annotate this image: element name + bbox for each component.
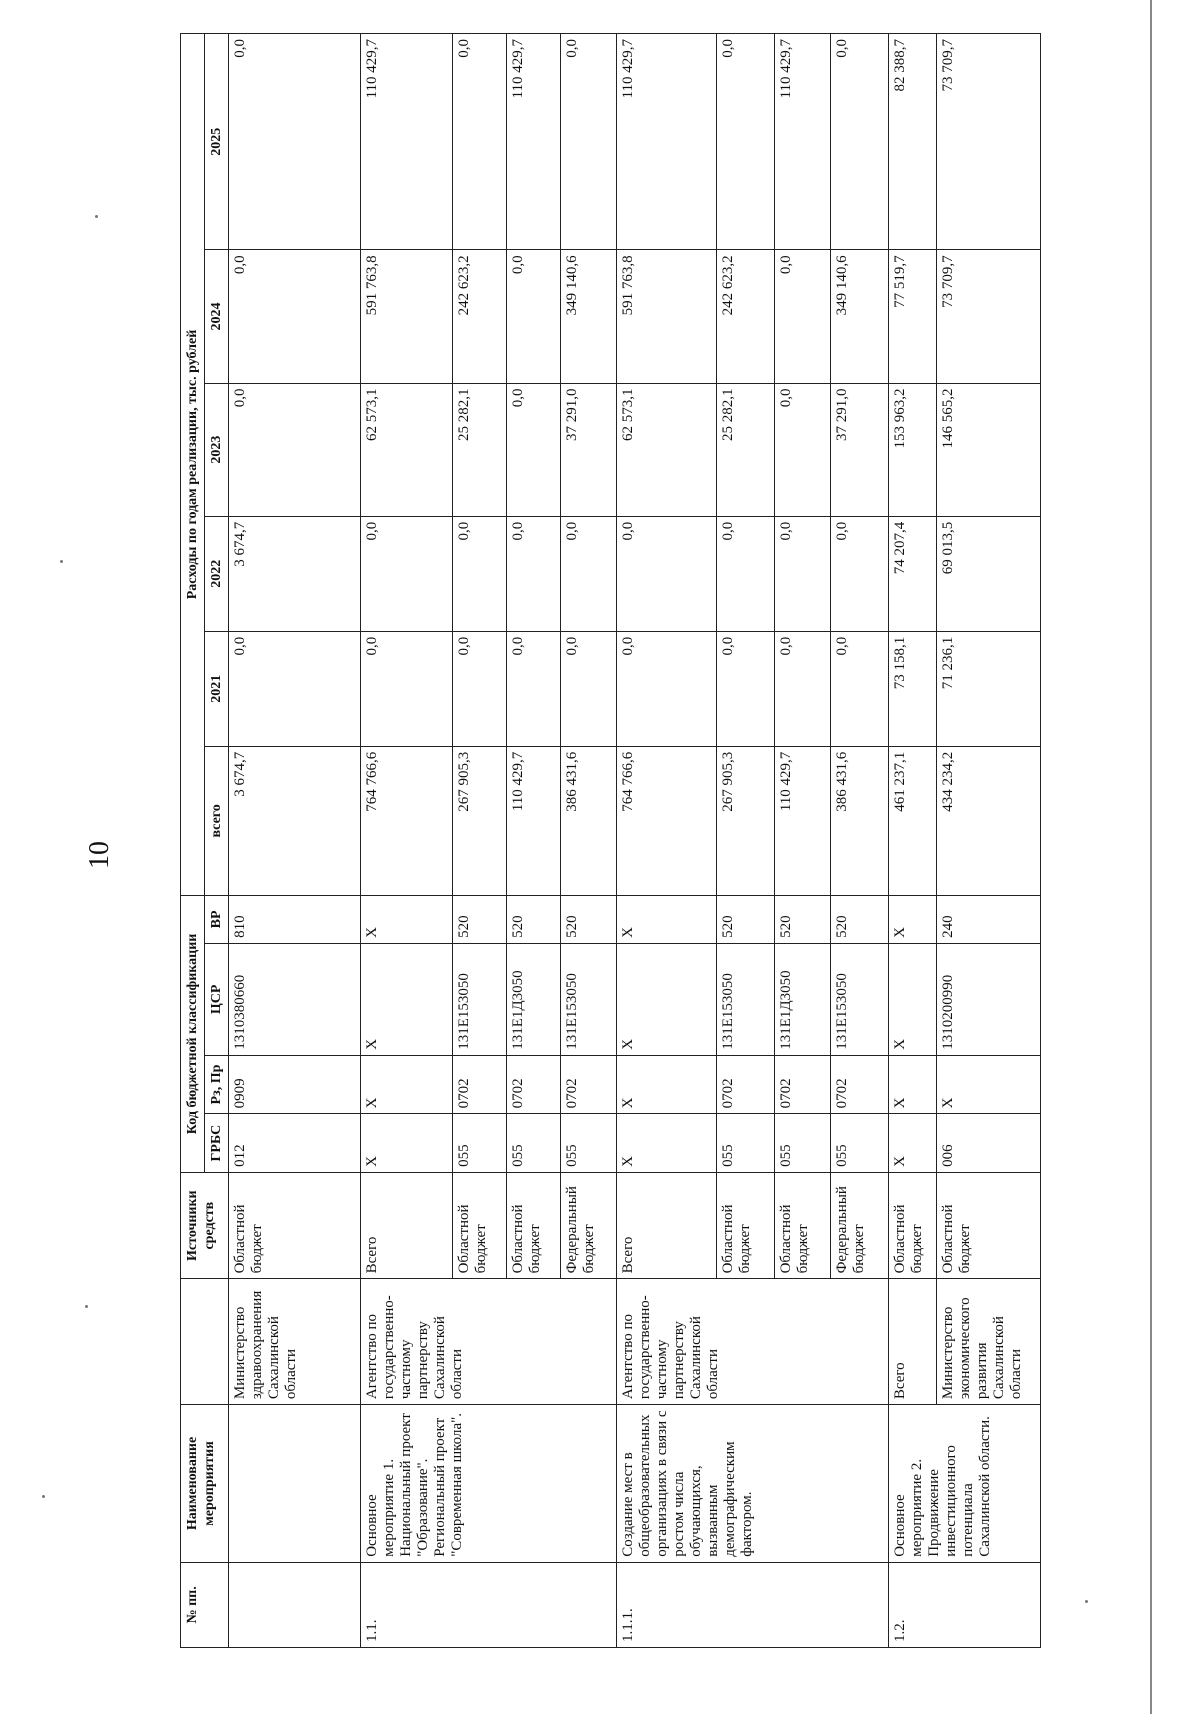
y2025-cell: 82 388,7 — [889, 34, 937, 250]
y2024-cell: 591 763,8 — [617, 250, 717, 383]
source-cell: Федеральный бюджет — [561, 1172, 617, 1279]
total-cell: 267 905,3 — [717, 746, 775, 895]
y2024-cell: 0,0 — [229, 250, 361, 383]
y2023-cell: 0,0 — [229, 383, 361, 516]
csr-cell: 131E1Д3050 — [775, 943, 831, 1055]
scan-speck — [60, 560, 63, 563]
y2021-cell: 0,0 — [561, 631, 617, 746]
rotated-table-wrapper — [180, 33, 1040, 1648]
y2024-cell: 242 623,2 — [453, 250, 507, 383]
csr-cell: 131E153050 — [453, 943, 507, 1055]
rzpr-cell: 0702 — [831, 1055, 889, 1114]
rzpr-cell: 0702 — [775, 1055, 831, 1114]
vr-cell: 520 — [775, 895, 831, 943]
source-cell: Областной бюджет — [229, 1172, 361, 1279]
total-cell: 3 674,7 — [229, 746, 361, 895]
header-code-group: Код бюджетной классификации — [181, 895, 205, 1172]
scan-speck — [95, 215, 98, 218]
total-cell: 386 431,6 — [831, 746, 889, 895]
total-cell: 110 429,7 — [775, 746, 831, 895]
y2022-cell: 0,0 — [507, 516, 561, 631]
y2023-cell: 146 565,2 — [937, 383, 1041, 516]
y2022-cell: 0,0 — [453, 516, 507, 631]
source-cell: Областной бюджет — [507, 1172, 561, 1279]
y2024-cell: 77 519,7 — [889, 250, 937, 383]
rzpr-cell: 0702 — [453, 1055, 507, 1114]
budget-table — [180, 33, 1041, 1648]
vr-cell: X — [889, 895, 937, 943]
y2024-cell: 0,0 — [775, 250, 831, 383]
total-cell: 764 766,6 — [617, 746, 717, 895]
y2024-cell: 349 140,6 — [561, 250, 617, 383]
source-cell: Областной бюджет — [775, 1172, 831, 1279]
header-row-1 — [181, 34, 205, 1648]
y2021-cell: 0,0 — [617, 631, 717, 746]
y2024-cell: 0,0 — [507, 250, 561, 383]
source-cell: Всего — [361, 1172, 453, 1279]
header-2023: 2023 — [205, 383, 229, 516]
y2025-cell: 110 429,7 — [507, 34, 561, 250]
y2022-cell: 0,0 — [361, 516, 453, 631]
y2023-cell: 62 573,1 — [617, 383, 717, 516]
table-row — [229, 34, 361, 1648]
source-cell: Областной бюджет — [717, 1172, 775, 1279]
y2022-cell: 69 013,5 — [937, 516, 1041, 631]
scan-speck — [85, 1305, 88, 1308]
header-csr: ЦСР — [205, 943, 229, 1055]
y2021-cell: 71 236,1 — [937, 631, 1041, 746]
y2021-cell: 0,0 — [229, 631, 361, 746]
total-cell: 461 237,1 — [889, 746, 937, 895]
csr-cell: X — [889, 943, 937, 1055]
executor-cell: Всего — [889, 1279, 937, 1405]
y2022-cell: 0,0 — [717, 516, 775, 631]
grbs-cell: 055 — [717, 1114, 775, 1173]
grbs-cell: X — [617, 1114, 717, 1173]
source-cell: Областной бюджет — [889, 1172, 937, 1279]
y2022-cell: 0,0 — [831, 516, 889, 631]
y2023-cell: 0,0 — [775, 383, 831, 516]
table-row — [889, 34, 937, 1648]
csr-cell: X — [617, 943, 717, 1055]
y2023-cell: 25 282,1 — [717, 383, 775, 516]
y2021-cell: 0,0 — [507, 631, 561, 746]
header-source: Источники средств — [181, 1172, 229, 1279]
y2023-cell: 25 282,1 — [453, 383, 507, 516]
vr-cell: 520 — [561, 895, 617, 943]
scan-speck — [1085, 1600, 1088, 1603]
table-row — [617, 34, 717, 1648]
y2021-cell: 0,0 — [453, 631, 507, 746]
row-number-cell: 1.1.1. — [617, 1562, 889, 1647]
rzpr-cell: 0702 — [717, 1055, 775, 1114]
source-cell: Областной бюджет — [453, 1172, 507, 1279]
rzpr-cell: X — [937, 1055, 1041, 1114]
source-cell: Всего — [617, 1172, 717, 1279]
grbs-cell: 012 — [229, 1114, 361, 1173]
csr-cell: 1310200990 — [937, 943, 1041, 1055]
rzpr-cell: X — [361, 1055, 453, 1114]
vr-cell: 240 — [937, 895, 1041, 943]
grbs-cell: 055 — [507, 1114, 561, 1173]
y2024-cell: 242 623,2 — [717, 250, 775, 383]
y2021-cell: 73 158,1 — [889, 631, 937, 746]
y2023-cell: 37 291,0 — [831, 383, 889, 516]
y2023-cell: 62 573,1 — [361, 383, 453, 516]
rzpr-cell: 0909 — [229, 1055, 361, 1114]
executor-cell: Агентство по государственно-частному партнерству Сахалинской области — [361, 1279, 617, 1405]
y2025-cell: 0,0 — [831, 34, 889, 250]
header-2025: 2025 — [205, 34, 229, 250]
total-cell: 267 905,3 — [453, 746, 507, 895]
source-cell: Федеральный бюджет — [831, 1172, 889, 1279]
y2022-cell: 74 207,4 — [889, 516, 937, 631]
vr-cell: 810 — [229, 895, 361, 943]
rzpr-cell: 0702 — [507, 1055, 561, 1114]
vr-cell: X — [617, 895, 717, 943]
y2025-cell: 110 429,7 — [775, 34, 831, 250]
y2025-cell: 0,0 — [229, 34, 361, 250]
vr-cell: 520 — [831, 895, 889, 943]
header-2022: 2022 — [205, 516, 229, 631]
header-vr: ВР — [205, 895, 229, 943]
y2025-cell: 73 709,7 — [937, 34, 1041, 250]
csr-cell: 131E153050 — [561, 943, 617, 1055]
scan-edge-line — [1150, 0, 1152, 1714]
grbs-cell: X — [889, 1114, 937, 1173]
grbs-cell: 055 — [453, 1114, 507, 1173]
header-total: всего — [205, 746, 229, 895]
rzpr-cell: 0702 — [561, 1055, 617, 1114]
vr-cell: X — [361, 895, 453, 943]
grbs-cell: 055 — [561, 1114, 617, 1173]
activity-name-cell — [229, 1405, 361, 1563]
y2024-cell: 349 140,6 — [831, 250, 889, 383]
y2025-cell: 0,0 — [561, 34, 617, 250]
page-number: 10 — [84, 841, 115, 869]
grbs-cell: X — [361, 1114, 453, 1173]
y2021-cell: 0,0 — [831, 631, 889, 746]
rzpr-cell: X — [889, 1055, 937, 1114]
y2022-cell: 3 674,7 — [229, 516, 361, 631]
row-number-cell — [229, 1562, 361, 1647]
y2024-cell: 73 709,7 — [937, 250, 1041, 383]
header-executor — [181, 1279, 229, 1405]
header-2021: 2021 — [205, 631, 229, 746]
grbs-cell: 006 — [937, 1114, 1041, 1173]
table-body — [229, 34, 1041, 1648]
y2021-cell: 0,0 — [775, 631, 831, 746]
y2025-cell: 110 429,7 — [617, 34, 717, 250]
y2025-cell: 0,0 — [717, 34, 775, 250]
header-grbs: ГРБС — [205, 1114, 229, 1173]
executor-cell: Агентство по государственно-частному партнерству Сахалинской области — [617, 1279, 889, 1405]
row-number-cell: 1.1. — [361, 1562, 617, 1647]
activity-name-cell: Основное мероприятие 1. Национальный проект "Образование". Региональный проект "Современная школа". — [361, 1405, 617, 1563]
source-cell: Областной бюджет — [937, 1172, 1041, 1279]
y2024-cell: 591 763,8 — [361, 250, 453, 383]
csr-cell: 131E153050 — [717, 943, 775, 1055]
vr-cell: 520 — [507, 895, 561, 943]
grbs-cell: 055 — [775, 1114, 831, 1173]
rzpr-cell: X — [617, 1055, 717, 1114]
header-rzpr: Рз, Пр — [205, 1055, 229, 1114]
csr-cell: 131E153050 — [831, 943, 889, 1055]
y2025-cell: 110 429,7 — [361, 34, 453, 250]
y2023-cell: 0,0 — [507, 383, 561, 516]
grbs-cell: 055 — [831, 1114, 889, 1173]
y2025-cell: 0,0 — [453, 34, 507, 250]
total-cell: 764 766,6 — [361, 746, 453, 895]
executor-cell: Министерство экономического развития Сахалинской области — [937, 1279, 1041, 1405]
header-name: Наименование мероприятия — [181, 1405, 229, 1563]
header-expenses-group: Расходы по годам реализации, тыс. рублей — [181, 34, 205, 896]
csr-cell: 1310380660 — [229, 943, 361, 1055]
row-number-cell: 1.2. — [889, 1562, 1041, 1647]
total-cell: 434 234,2 — [937, 746, 1041, 895]
scan-speck — [42, 1495, 45, 1498]
y2023-cell: 37 291,0 — [561, 383, 617, 516]
table-row — [361, 34, 453, 1648]
executor-cell: Министерство здравоохранения Сахалинской области — [229, 1279, 361, 1405]
y2022-cell: 0,0 — [561, 516, 617, 631]
activity-name-cell: Основное мероприятие 2. Продвижение инвестиционного потенциала Сахалинской области. — [889, 1405, 1041, 1563]
y2023-cell: 153 963,2 — [889, 383, 937, 516]
total-cell: 110 429,7 — [507, 746, 561, 895]
vr-cell: 520 — [453, 895, 507, 943]
y2021-cell: 0,0 — [361, 631, 453, 746]
csr-cell: 131E1Д3050 — [507, 943, 561, 1055]
csr-cell: X — [361, 943, 453, 1055]
vr-cell: 520 — [717, 895, 775, 943]
activity-name-cell: Создание мест в общеобразовательных организациях в связи с ростом числа обучающихся, вызванным демографическим фактором. — [617, 1405, 889, 1563]
y2022-cell: 0,0 — [617, 516, 717, 631]
header-2024: 2024 — [205, 250, 229, 383]
header-num: № пп. — [181, 1562, 229, 1647]
total-cell: 386 431,6 — [561, 746, 617, 895]
y2021-cell: 0,0 — [717, 631, 775, 746]
y2022-cell: 0,0 — [775, 516, 831, 631]
